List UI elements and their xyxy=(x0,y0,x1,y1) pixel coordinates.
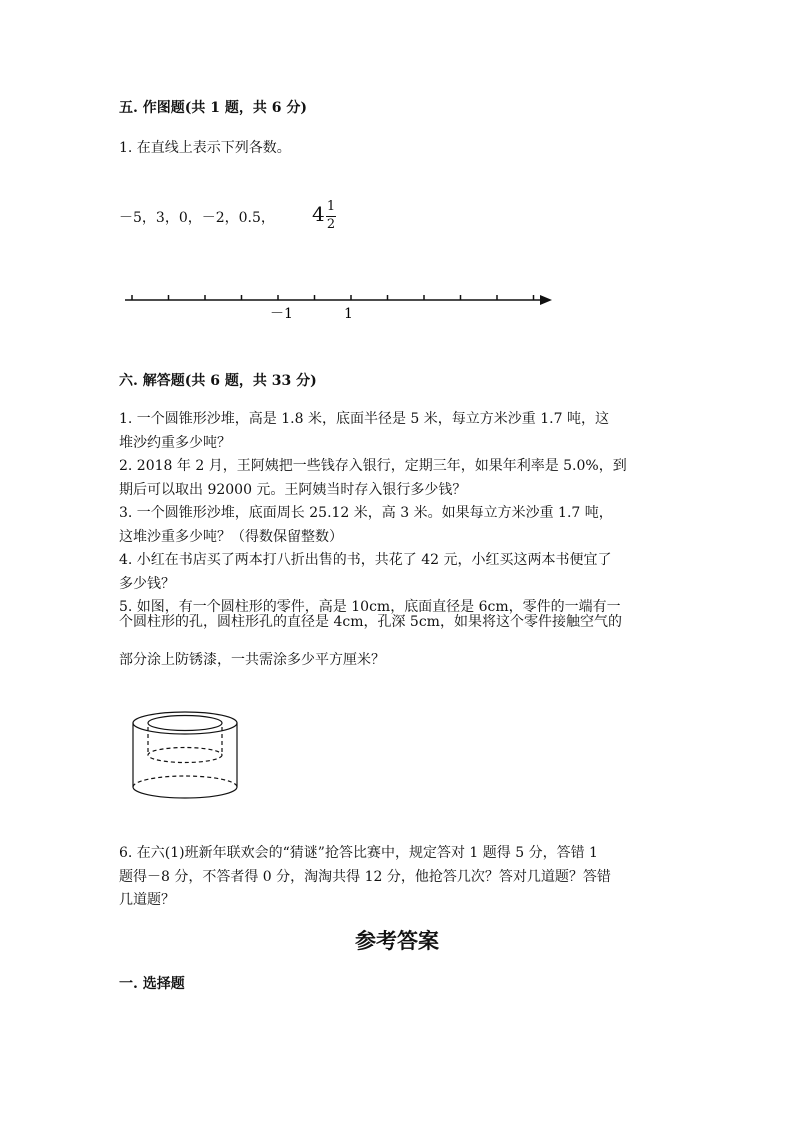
q2-line1: 2. 2018 年 2 月，王阿姨把一些钱存入银行，定期三年，如果年利率是 5.0%，到 xyxy=(119,458,627,474)
axis-label-1: 1 xyxy=(344,306,353,322)
mixed-numerator: 1 xyxy=(326,199,336,214)
mixed-number xyxy=(312,198,342,238)
outer-bottom-front xyxy=(133,787,237,798)
section-5-heading: 五. 作图题(共 1 题，共 6 分) xyxy=(119,100,307,116)
q3-line1: 3. 一个圆锥形沙堆，底面周长 25.12 米，高 3 米。如果每立方米沙重 1.7 吨， xyxy=(119,505,613,521)
cylinder-figure xyxy=(125,705,250,805)
q6-line3: 几道题？ xyxy=(119,892,175,908)
number-line xyxy=(120,288,560,328)
q5-line2: 个圆柱形的孔，圆柱形孔的直径是 4cm，孔深 5cm，如果将这个零件接触空气的 xyxy=(119,614,622,630)
hole-bottom-ellipse xyxy=(148,748,222,763)
q4-line2: 多少钱？ xyxy=(119,575,175,592)
answers-title: 参考答案 xyxy=(355,928,439,953)
q6-line1: 6. 在六(1)班新年联欢会的“猜谜”抢答比赛中，规定答对 1 题得 5 分，答错 1 xyxy=(119,845,598,861)
q5-line3: 部分涂上防锈漆，一共需涂多少平方厘米？ xyxy=(119,652,385,668)
mixed-denominator: 2 xyxy=(326,217,336,232)
q6-line2: 题得－8 分，不答者得 0 分，淘淘共得 12 分，他抢答几次？答对几道题？答错 xyxy=(119,868,611,885)
answers-section-1-heading: 一. 选择题 xyxy=(119,976,185,992)
axis-label-neg1: －1 xyxy=(270,306,293,322)
hole-top-ellipse xyxy=(148,716,222,731)
numbers-list: －5，3，0，－2，0.5， xyxy=(119,210,275,226)
q5-line1: 5. 如图，有一个圆柱形的零件，高是 10cm，底面直径是 6cm，零件的一端有一 xyxy=(119,599,621,615)
q3-line2: 这堆沙重多少吨？（得数保留整数） xyxy=(119,528,343,545)
q4-line1: 4. 小红在书店买了两本打八折出售的书，共花了 42 元，小红买这两本书便宜了 xyxy=(119,552,612,568)
question-6-block xyxy=(119,408,679,620)
q2-line2: 期后可以取出 92000 元。王阿姨当时存入银行多少钱？ xyxy=(119,481,467,498)
arrow-head-icon xyxy=(540,295,552,305)
outer-bottom-back xyxy=(133,776,237,787)
q1-line1: 1. 一个圆锥形沙堆，高是 1.8 米，底面半径是 5 米，每立方米沙重 1.7 吨，这 xyxy=(119,411,609,427)
q1-line2: 堆沙约重多少吨？ xyxy=(119,434,231,451)
question-5-1: 1. 在直线上表示下列各数。 xyxy=(119,140,291,156)
section-6-heading: 六. 解答题(共 6 题，共 33 分) xyxy=(119,373,317,389)
mixed-whole: 4 xyxy=(312,202,325,226)
question-6-6 xyxy=(119,842,679,913)
